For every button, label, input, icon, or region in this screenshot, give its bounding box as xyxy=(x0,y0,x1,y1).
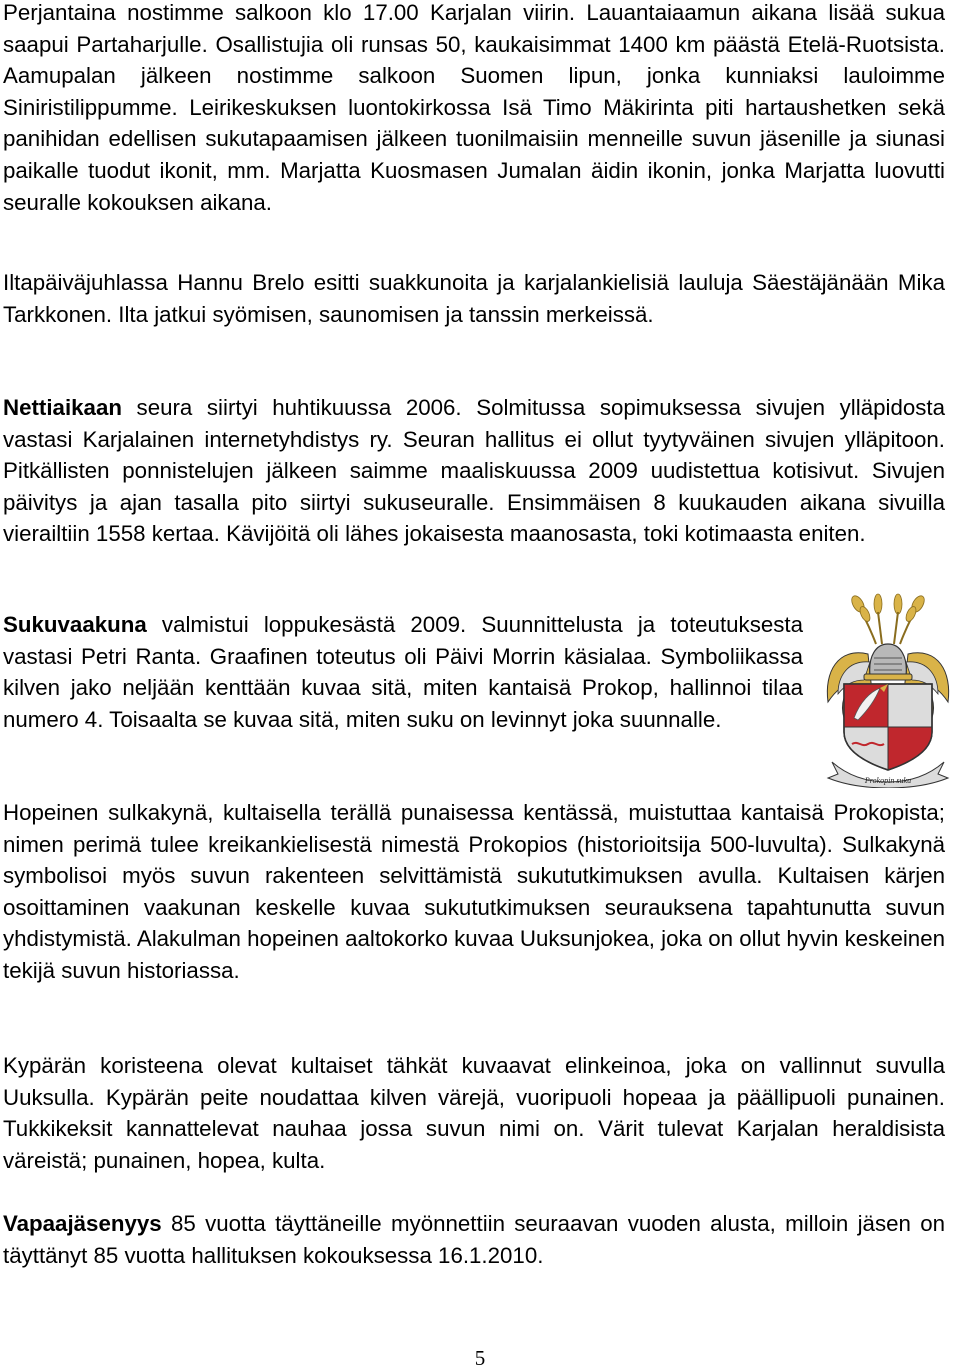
shield-icon xyxy=(844,684,932,770)
helmet-icon xyxy=(864,644,912,680)
paragraph-free-membership xyxy=(3,1208,945,1271)
paragraph-text: seura siirtyi huhtikuussa 2006. Solmitussa sopimuksessa sivujen ylläpidosta vastasi Karjalainen internetyhdistys ry. Seuran hallitus ei ollut tyytyväinen sivujen ylläpitoon. Pitkällisten ponnistelujen jälkeen saimme maaliskuussa 2009 uudistettua kotisivut. Sivujen päivitys ja ajan tasalla pito siirtyi sukuseuralle. Ensimmäisen 8 kuukauden aikana sivuilla vierailtiin 1558 kertaa. Kävijöitä oli lähes jokaisesta maanosasta, toki kotimaasta eniten. xyxy=(3,395,945,547)
banner-text: Prokopin suku xyxy=(864,776,912,785)
paragraph-family-meeting: Perjantaina nostimme salkoon klo 17.00 Karjalan viirin. Lauantaiaamun aikana lisää sukua saapui Partaharjulle. Osallistujia oli runsas 50, kaukaisimmat 1400 km päästä Etelä-Ruotsista. Aamupalan jälkeen nostimme salkoon Suomen lipun, jonka kunniaksi lauloimme Siniristilippumme. Leirikeskuksen luontokirkossa Isä Timo Mäkirinta piti hartaushetken sekä panihidan edellisen sukutapaamisen jälkeen tuonilmaisiin menneille suvun jäsenille ja siunasi paikalle tuodut ikonit, mm. Marjatta Kuosmasen Jumalan äidin ikonin, jonka Marjatta luovutti seuralle kokouksen aikana. xyxy=(3,0,945,215)
lead-term-nettiaikaan: Nettiaikaan xyxy=(3,395,122,420)
family-crest-image xyxy=(818,592,958,788)
paragraph-helmet-symbolism: Kypärän koristeena olevat kultaiset tähkät kuvaavat elinkeinoa, joka on vallinnut suvulla Uuksulla. Kypärän peite noudattaa kilven värejä, vuoripuoli hopeaa ja päällipuoli punainen. Tukkikeksit kannattelevat nauhaa jossa suvun nimi on. Värit tulevat Karjalan heraldisista väreistä; punainen, hopea, kulta. xyxy=(3,1053,945,1173)
paragraph-coat-of-arms xyxy=(3,609,803,735)
paragraph-internet-era xyxy=(3,392,945,550)
paragraph-text: 85 vuotta täyttäneille myönnettiin seuraavan vuoden alusta, milloin jäsen on täyttänyt 85 vuotta hallituksen kokouksessa 16.1.2010. xyxy=(3,1211,945,1268)
page-number: 5 xyxy=(474,1346,486,1370)
paragraph-quill-symbolism: Hopeinen sulkakynä, kultaisella terällä punaisessa kentässä, muistuttaa kantaisä Prokopista; nimen perimä tulee kreikankielisestä nimestä Prokopios (historioitsija 500-luvulta). Sulkakynä symbolisoi myös suvun rakenteen selvittämistä sukututkimuksen avulla. Kultaisen kärjen osoittaminen vaakunan keskelle kuvaa sukututkimuksen seurauksena tapahtunutta suvun yhdistymistä. Alakulman hopeinen aaltokorko kuvaa Uuksunjokea, joka on ollut hyvin keskeinen tekijä suvun historiassa. xyxy=(3,800,945,983)
paragraph-afternoon-celebration: Iltapäiväjuhlassa Hannu Brelo esitti suakkunoita ja karjalankielisiä lauluja Säestäjänään Mika Tarkkonen. Ilta jatkui syömisen, saunomisen ja tanssin merkeissä. xyxy=(3,270,945,327)
paragraph-text: valmistui loppukesästä 2009. Suunnittelusta ja toteutuksesta vastasi Petri Ranta. Graafinen toteutus oli Päivi Morrin käsialaa. Symboliikassa kilven jako neljään kenttään kuvaa sitä, miten kantaisä Prokop, hallinnoi tilaa numero 4. Toisaalta se kuvaa sitä, miten suku on levinnyt joka suunnalle. xyxy=(3,612,803,732)
wheat-ears-icon xyxy=(849,594,927,644)
lead-term-sukuvaakuna: Sukuvaakuna xyxy=(3,612,147,637)
lead-term-vapaajasenyys: Vapaajäsenyys xyxy=(3,1211,162,1236)
